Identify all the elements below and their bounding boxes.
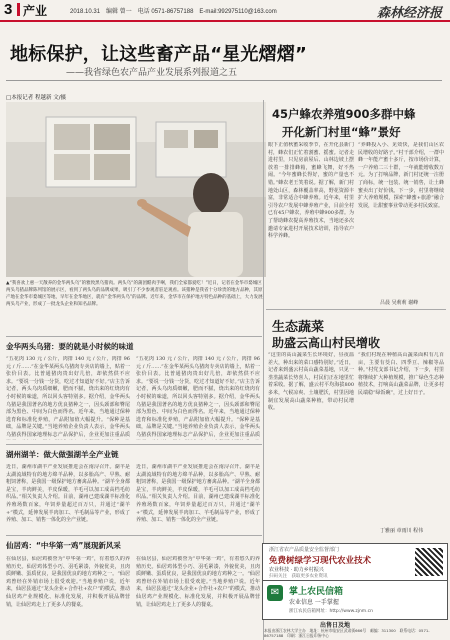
ad-banner-farmer-mail — [262, 580, 448, 620]
section-text-jinhua-col1: “五花肉 130 元 / 公斤，肉排 140 元 / 公斤，肉排 96 元 / 斤……”在金华某两头乌猪肉专卖店的墙上，贴着一张价目表。比普通猪肉贵出好几倍，却依然供不应求。“要说一分钱一分货，吃过才知道好不好。”店主告诉记者，两头乌肉质细嫩，肥而不腻，烧出来的红烧肉有小时候的味道，所以回头客特别多。据介绍，金华两头乌猪是我国著名的地方优良猪种之一，因头颈部和臀尾部为黑色、中间为白色而得名。近年来，当地通过保种选育和标准化养殖，产品附加值大幅提升。“保种是基础，品牌是关键。”当地养殖企业负责人表示，金华两头乌猪获得国家地理标志产品保护后，企业更加注重品质 — [6, 356, 130, 438]
right-story2-title-line2: 助盛云高山村民增收 — [272, 336, 381, 350]
right-story2-author: 丁雅丽 章雨川 程伟 — [380, 528, 424, 534]
masthead: 森林经济报 — [376, 5, 442, 20]
section-text-xianju-col1: 在仙居县，仙居鸡被誉为“中华第一鸡”，有着悠久的养殖历史。仙居鸡体型小巧、羽毛紧凑，外貌优美，且肉质鲜嫩、蛋质优良，是我国优良的地方鸡种之一。“仙居鸡曾经在外销市场上很受欢迎。”当地养殖户说。近年来，仙居县通过“龙头企业+合作社+农户”的模式，推动仙居鸡产业规模化、标准化发展，并积极开展品牌营销，让仙居鸡走上了更多人的餐桌。 — [6, 556, 130, 608]
section-heading-xianju: 仙居鸡：“中华第一鸡”展现新风采 — [6, 541, 121, 550]
header-accent-bar — [17, 3, 20, 16]
ad2-title: 掌上农民信箱 — [289, 587, 344, 597]
right-story2-text-col1: “这里的高山蔬菜生长环境好，昼夜温差大，种出来的菜口感特别好。”近日，记者来到盛云村高山蔬菜基地，只见一垄垄蔬菜长势喜人，村民们正在地里忙着采收。据了解，盛云村平均海拔800多米，气候凉爽、土壤肥沃，村里因地制宜发展高山蔬菜种植，带动村民增收。 — [268, 352, 354, 412]
ad-title: 免费树绿学习现代农业技术 — [269, 556, 372, 566]
right-story1-text-col2: “养蜂投入小、见效快，是我们山区农民增收的好路子。”村干部介绍，一群中蜂一年能产蜜十多斤，按市场价计算，一户养殖二三十群，一年就能增收数万元。为了打响品牌，新门村还统一注册了商标，统一包装、统一销售，让土蜂蜜卖出了好价钱。下一步，村里将继续扩大养殖规模，探索“蜂蜜+旅游”融合发展，让甜蜜事业带动更多村民致富。 — [358, 142, 444, 209]
main-headline: 地标保护，让这些畜产品“星光熠熠” — [10, 44, 308, 65]
publisher-info — [260, 620, 448, 640]
mail-icon: ✉ — [267, 585, 283, 601]
main-subheadline: ——我省绿色农产品产业发展系列报道之五 — [66, 68, 238, 78]
section-text-jinhua-col2: “五花肉 130 元 / 公斤，肉排 140 元 / 公斤，肉排 96 元 / 斤……”在金华某两头乌猪肉专卖店的墙上，贴着一张价目表。比普通猪肉贵出好几倍，却依然供不应求。“要说一分钱一分货，吃过才知道好不好。”店主告诉记者，两头乌肉质细嫩，肥而不腻，烧出来的红烧肉有小时候的味道，所以回头客特别多。据介绍，金华两头乌猪是我国著名的地方优良猪种之一，因头颈部和臀尾部为黑色、中间为白色而得名。近年来，当地通过保种选育和标准化养殖，产品附加值大幅提升。“保种是基础，品牌是关键。”当地养殖企业负责人表示，金华两头乌猪获得国家地理标志产品保护后，企业更加注重品质 — [136, 356, 260, 438]
section-text-huzhou-col2: 近日，湖州市湖羊产业发展推进会在南浔召开。湖羊是太湖流域特有的地方绵羊品种，以多胎高产、早熟、耐粗饲著称，是我国一级保护地方畜禽品种。“湖羊全身都是宝，羊肉鲜美，羊皮保暖，羊毛可以加工成高档毛纺织品。”相关负责人介绍。目前，湖州已建成湖羊标准化养殖场数百家，年饲养量超过百万只，并通过“湖羊+”模式，延伸发展羊肉加工、羊毛制品等产业，形成了养殖、加工、销售一体化的全产业链。 — [136, 464, 260, 524]
section-title: 产业 — [23, 4, 48, 18]
right-story1-text-col1: 眼下正值秋蜜采收季节，在开化县新门村，蜂农们正忙着割蜜、摇蜜。记者走进村里，只见房前屋后、山林边坡上摆放着一排排蜂箱，蜜蜂飞舞，好不热闹。“今年蜜蜂长得好，蜜的产量也不错。”蜂农老王笑着说。据了解，新门村地处山区，森林覆盖率高，野花资源丰富，非常适合中蜂养殖。近年来，村里引导农户发展中蜂养殖产业，目前全村已有45户蜂农，养殖中蜂900多群。为了帮助蜂农提高养殖技术，当地还多次邀请专家进村开展技术培训，指导农户科学养蜂。 — [268, 142, 354, 240]
section-heading-jinhua: 金华两头乌猪：要的就是小时候的味道 — [6, 342, 134, 351]
right-story2-title-line1: 生态蔬菜 — [272, 320, 325, 335]
right-story1-title-line1: 45户蜂农养殖900多群中蜂 — [272, 107, 416, 121]
photo-illustration — [6, 102, 266, 277]
section-rule — [6, 336, 262, 337]
qr-code-icon — [415, 548, 443, 576]
ad-tagline: 农业科技 · 助力乡村振兴 — [269, 567, 324, 573]
section-rule — [6, 535, 262, 536]
photo-caption: ▲“我喜欢上惠一天散养的金华两头乌”的雅致黑乌猪肉。两头乌“的蒲团酷肉手啊，我们全家都爱吃！”近日，记者在金华市婺城区两头乌猪品牌陈列馆的展示区，看到了两头乌的品牌成果，吸引了不少参观者驻足观看。该猪种是我省十分珍贵的地方品种，其原产地在金华市婺城区等地，早年在金华地区，就有“金华两头乌”的品牌。近年来，金华市在保护地方特色品种的基础上，大力发展两头乌产业，形成了一批龙头企业和知名品牌。 — [6, 281, 263, 307]
header-meta: 2018.10.31 编辑 曾一 电话 0571-86757188 E-mail:992975110@163.com — [70, 9, 277, 15]
byline: □本报记者 程越新 文/摄 — [6, 95, 67, 101]
right-story1-title-line2: 开化新门村里“蜂”景好 — [282, 125, 401, 139]
publisher-text: 本报由浙江农林大学主办 地址：杭州市临安区武肃街666号 邮编：311300 联系电话：0571-86757188 印刷：浙江日报印务中心 — [264, 628, 430, 638]
section-text-huzhou-col1: 近日，湖州市湖羊产业发展推进会在南浔召开。湖羊是太湖流域特有的地方绵羊品种，以多胎高产、早熟、耐粗饲著称，是我国一级保护地方畜禽品种。“湖羊全身都是宝，羊肉鲜美，羊皮保暖，羊毛可以加工成高档毛纺织品。”相关负责人介绍。目前，湖州已建成湖羊标准化养殖场数百家，年饲养量超过百万只，并通过“湖羊+”模式，延伸发展羊肉加工、羊毛制品等产业，形成了养殖、加工、销售一体化的全产业链。 — [6, 464, 130, 524]
right-story1-author: 吕晨 吴莉莉 谢峰 — [380, 300, 419, 306]
page-number: 3 — [4, 1, 13, 18]
right-story2-text-col2: “我们村现在种植高山蔬菜面积有几百亩，主要有茭白、四季豆、辣椒等品种。”村党支部书记介绍，下一步，村里将继续扩大种植规模，推广绿色生态种植技术，打响高山蔬菜品牌，让更多村民端稳“绿饭碗”，过上好日子。 — [358, 352, 444, 396]
ad-text: 扫码关注 获取更多农业资讯 — [269, 574, 328, 579]
main-photo — [6, 102, 266, 277]
publisher-title: 出售日及地 — [320, 622, 351, 629]
section-text-xianju-col2: 在仙居县，仙居鸡被誉为“中华第一鸡”，有着悠久的养殖历史。仙居鸡体型小巧、羽毛紧凑，外貌优美，且肉质鲜嫩、蛋质优良，是我国优良的地方鸡种之一。“仙居鸡曾经在外销市场上很受欢迎。”当地养殖户说。近年来，仙居县通过“龙头企业+合作社+农户”的模式，推动仙居鸡产业规模化、标准化发展，并积极开展品牌营销，让仙居鸡走上了更多人的餐桌。 — [136, 556, 260, 608]
ad-banner-training — [262, 543, 448, 581]
section-heading-huzhou: 湖州湖羊：做大做强湖羊全产业链 — [6, 450, 119, 459]
section-rule — [266, 309, 446, 310]
title-divider — [6, 80, 442, 81]
ad2-url: 浙江农民信箱网址：http://www.zjnm.cn — [289, 609, 373, 614]
page-header — [0, 0, 450, 22]
section-rule — [6, 444, 262, 445]
ad-line1: 浙江省农产品质量安全监督部门 — [269, 547, 340, 553]
ad2-tagline: 农业信息 一手掌握 — [289, 599, 339, 606]
